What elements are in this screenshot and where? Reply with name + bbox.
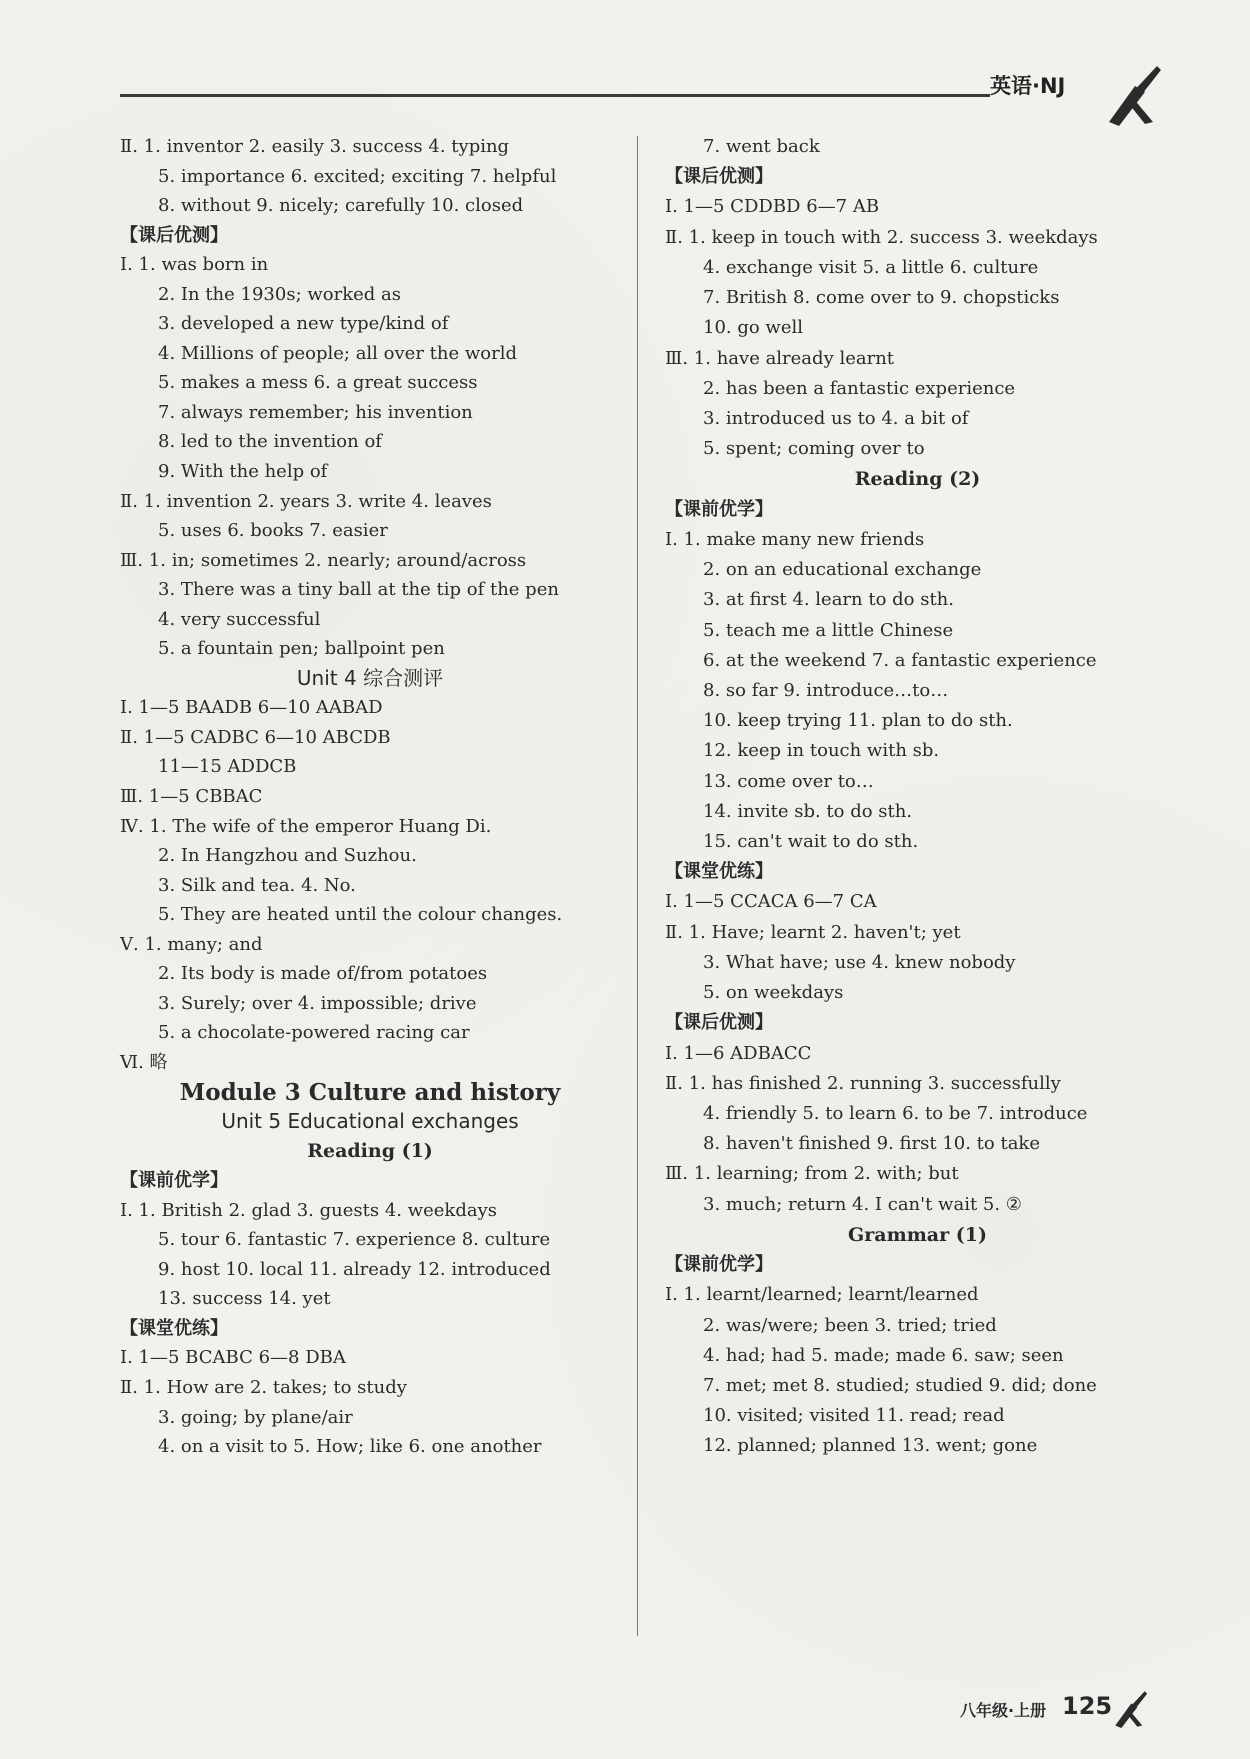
answer-line: 3. Surely; over 4. impossible; drive <box>158 992 477 1014</box>
answer-line: Ⅱ. 1. invention 2. years 3. write 4. leaves <box>120 490 492 512</box>
answer-line: 7. always remember; his invention <box>158 401 473 423</box>
answer-line: 8. without 9. nicely; carefully 10. closed <box>158 195 524 217</box>
answer-line: 9. host 10. local 11. already 12. introduced <box>158 1258 551 1280</box>
answer-line: 4. exchange visit 5. a little 6. culture <box>703 256 1039 278</box>
section-heading: 【课堂优练】 <box>120 1317 228 1339</box>
answer-line: Ⅰ. 1. was born in <box>120 254 269 276</box>
answer-line: Ⅰ. 1—6 ADBACC <box>665 1042 812 1064</box>
answer-line: 3. What have; use 4. knew nobody <box>703 951 1016 973</box>
header-title: 英语·NJ <box>990 74 1066 98</box>
answer-line: 4. friendly 5. to learn 6. to be 7. introduce <box>703 1103 1088 1124</box>
answer-line: 4. had; had 5. made; made 6. saw; seen <box>703 1344 1064 1366</box>
answer-line: 5. They are heated until the colour changes. <box>158 904 563 926</box>
answer-line: 4. on a visit to 5. How; like 6. one another <box>158 1436 542 1458</box>
answer-line: 12. planned; planned 13. went; gone <box>703 1435 1038 1457</box>
answer-line: 7. met; met 8. studied; studied 9. did; done <box>703 1374 1097 1396</box>
lesson-heading: Grammar (1) <box>848 1223 987 1246</box>
answer-line: 3. developed a new type/kind of <box>158 313 449 335</box>
answer-line: 10. go well <box>703 317 804 339</box>
answer-line: 3. going; by plane/air <box>158 1406 353 1428</box>
answer-line: 2. was/were; been 3. tried; tried <box>703 1314 997 1336</box>
unit-heading: Unit 4 综合测评 <box>296 665 444 690</box>
answer-line: 5. a chocolate-powered racing car <box>158 1022 470 1044</box>
answer-line: Ⅱ. 1. Have; learnt 2. haven't; yet <box>665 921 961 943</box>
section-heading: 【课后优测】 <box>665 166 773 188</box>
answer-line: 12. keep in touch with sb. <box>703 740 940 762</box>
answer-line: 13. success 14. yet <box>158 1288 331 1310</box>
brand-logo-icon <box>1112 1690 1148 1728</box>
answer-line: 11—15 ADDCB <box>158 756 297 778</box>
answer-line: Ⅱ. 1. keep in touch with 2. success 3. weekdays <box>665 226 1098 248</box>
answer-line: 2. on an educational exchange <box>703 559 982 581</box>
answer-line: 5. spent; coming over to <box>703 438 925 460</box>
section-heading: 【课堂优练】 <box>665 861 773 883</box>
lesson-heading: Reading (1) <box>307 1139 433 1162</box>
answer-line: 4. Millions of people; all over the world <box>158 342 517 364</box>
answer-line: Ⅳ. 1. The wife of the emperor Huang Di. <box>120 815 492 837</box>
module-heading: Module 3 Culture and history <box>179 1078 561 1106</box>
answer-line: 5. on weekdays <box>703 982 844 1004</box>
answer-line: 8. haven't finished 9. first 10. to take <box>703 1133 1040 1155</box>
answer-line: 3. There was a tiny ball at the tip of the pen <box>158 579 559 601</box>
answer-line: 8. so far 9. introduce…to… <box>703 679 949 701</box>
answer-line: 3. Silk and tea. 4. No. <box>158 874 356 896</box>
unit-heading: Unit 5 Educational exchanges <box>221 1109 519 1134</box>
section-heading: 【课前优学】 <box>665 498 773 520</box>
answer-line: Ⅴ. 1. many; and <box>120 933 263 955</box>
answer-line: Ⅲ. 1—5 CBBAC <box>120 786 263 808</box>
answer-line: 5. tour 6. fantastic 7. experience 8. culture <box>158 1229 551 1251</box>
answer-line: 5. makes a mess 6. a great success <box>158 372 478 394</box>
right-answer-column <box>665 132 1170 1462</box>
answer-line: 5. importance 6. excited; exciting 7. helpful <box>158 165 557 187</box>
answer-line: 14. invite sb. to do sth. <box>703 800 913 822</box>
answer-line: Ⅲ. 1. learning; from 2. with; but <box>665 1163 959 1185</box>
answer-line: 5. a fountain pen; ballpoint pen <box>158 638 445 660</box>
page-number: 125 <box>1062 1692 1113 1720</box>
footer-grade: 八年级·上册 <box>960 1701 1047 1720</box>
answer-line: Ⅱ. 1. How are 2. takes; to study <box>120 1376 407 1398</box>
answer-line: Ⅰ. 1. learnt/learned; learnt/learned <box>665 1284 979 1306</box>
section-heading: 【课后优测】 <box>120 224 228 246</box>
answer-line: Ⅰ. 1. British 2. glad 3. guests 4. weekdays <box>120 1199 497 1221</box>
answer-line: 2. In the 1930s; worked as <box>158 283 401 305</box>
answer-line: Ⅵ. 略 <box>120 1051 168 1073</box>
answer-line: Ⅰ. 1—5 CDDBD 6—7 AB <box>665 196 880 218</box>
answer-line: 3. at first 4. learn to do sth. <box>703 589 954 611</box>
answer-line: Ⅱ. 1. has finished 2. running 3. successfully <box>665 1072 1061 1094</box>
answer-line: 2. In Hangzhou and Suzhou. <box>158 845 417 867</box>
answer-line: 10. visited; visited 11. read; read <box>703 1405 1005 1427</box>
column-divider <box>637 136 638 1636</box>
answer-line: Ⅰ. 1—5 BAADB 6—10 AABAD <box>120 697 383 719</box>
answer-line: 15. can't wait to do sth. <box>703 831 919 853</box>
left-answer-column <box>120 132 620 1462</box>
answer-line: 9. With the help of <box>158 461 328 483</box>
answer-line: Ⅱ. 1—5 CADBC 6—10 ABCDB <box>120 726 391 748</box>
answer-line: 7. British 8. come over to 9. chopsticks <box>703 287 1060 309</box>
answer-line: 2. Its body is made of/from potatoes <box>158 963 488 985</box>
page-footer <box>960 1690 1220 1730</box>
answer-line: Ⅰ. 1—5 BCABC 6—8 DBA <box>120 1347 346 1369</box>
answer-line: 8. led to the invention of <box>158 431 382 453</box>
page-header <box>0 64 1250 114</box>
answer-line: 13. come over to… <box>703 770 874 792</box>
answer-line: 3. introduced us to 4. a bit of <box>703 407 969 429</box>
answer-line: Ⅰ. 1—5 CCACA 6—7 CA <box>665 891 877 913</box>
section-heading: 【课前优学】 <box>120 1170 228 1192</box>
answer-line: Ⅱ. 1. inventor 2. easily 3. success 4. typing <box>120 136 510 157</box>
answer-line: 4. very successful <box>158 608 321 630</box>
section-heading: 【课后优测】 <box>665 1012 773 1034</box>
answer-line: 6. at the weekend 7. a fantastic experience <box>703 649 1097 671</box>
answer-line: 3. much; return 4. I can't wait 5. ② <box>703 1193 1022 1215</box>
answer-line: 7. went back <box>703 136 820 157</box>
answer-line: 2. has been a fantastic experience <box>703 377 1016 399</box>
header-rule <box>120 94 990 97</box>
brand-logo-icon <box>1105 64 1161 126</box>
section-heading: 【课前优学】 <box>665 1254 773 1276</box>
answer-line: 5. uses 6. books 7. easier <box>158 520 388 542</box>
answer-line: Ⅰ. 1. make many new friends <box>665 528 925 550</box>
lesson-heading: Reading (2) <box>854 468 981 491</box>
answer-line: 10. keep trying 11. plan to do sth. <box>703 710 1013 732</box>
answer-line: Ⅲ. 1. in; sometimes 2. nearly; around/across <box>120 549 527 571</box>
answer-line: 5. teach me a little Chinese <box>703 619 954 641</box>
answer-line: Ⅲ. 1. have already learnt <box>665 347 895 369</box>
